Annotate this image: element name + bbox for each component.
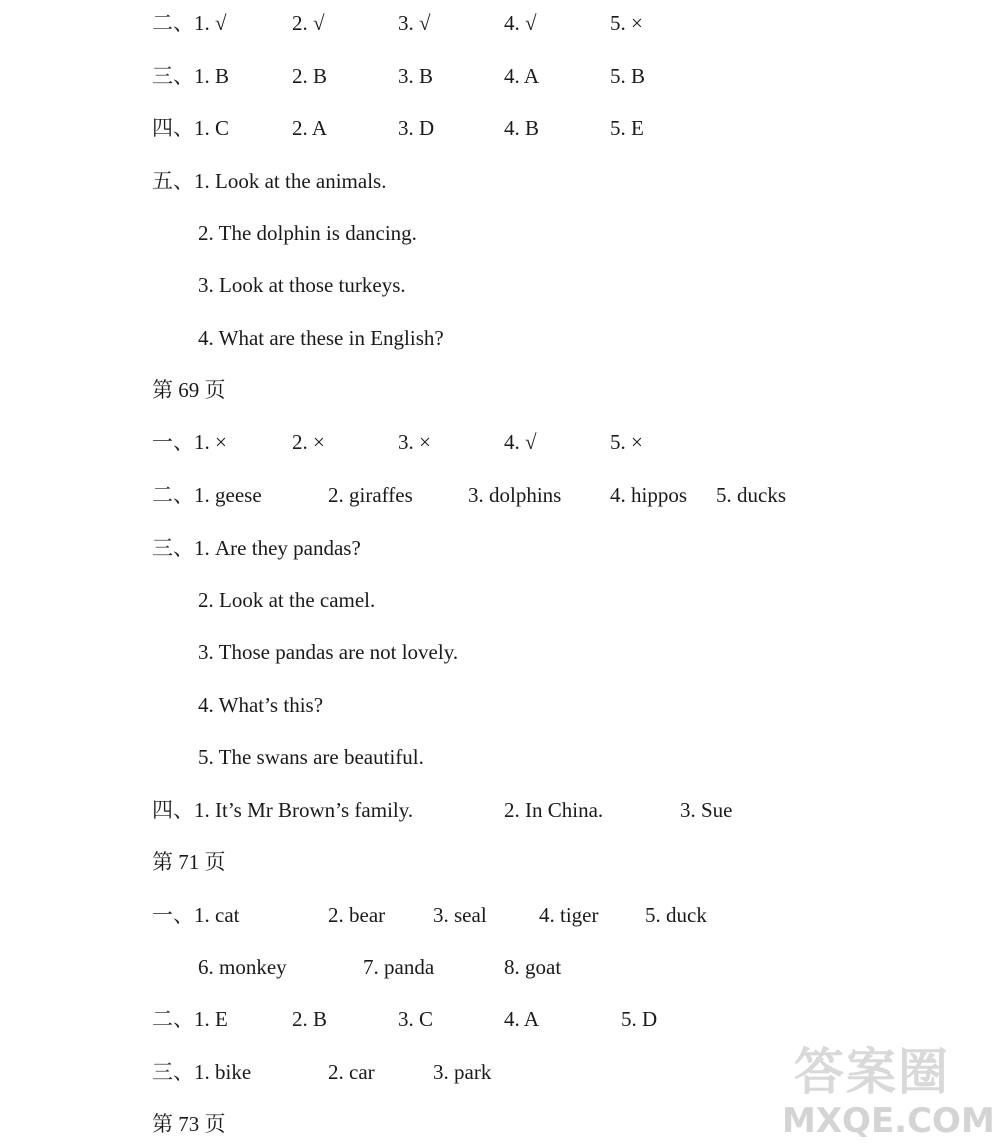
answer-text: 3. seal bbox=[433, 903, 487, 927]
answer-text: 4. hippos bbox=[610, 483, 688, 507]
answer-text: 4. B bbox=[504, 116, 540, 140]
answer-row bbox=[0, 318, 1000, 358]
answer-text: 第 71 页 bbox=[152, 850, 226, 874]
answer-row bbox=[0, 422, 1000, 462]
answer-text: 5. duck bbox=[645, 903, 707, 927]
answer-text: 4. tiger bbox=[539, 903, 599, 927]
answer-text: 2. car bbox=[328, 1060, 375, 1084]
answer-text: 2. × bbox=[292, 430, 325, 454]
answer-text: 二、1. geese bbox=[152, 483, 262, 507]
answer-text: 2. A bbox=[292, 116, 328, 140]
answer-row bbox=[0, 213, 1000, 253]
answer-row bbox=[0, 947, 1000, 987]
answer-text: 2. Look at the camel. bbox=[198, 588, 376, 612]
answer-text: 4. √ bbox=[504, 11, 537, 35]
answer-text: 3. Look at those turkeys. bbox=[198, 273, 406, 297]
answer-text: 第 69 页 bbox=[152, 378, 226, 402]
answer-text: 5. The swans are beautiful. bbox=[198, 745, 424, 769]
answer-text: 一、1. cat bbox=[152, 903, 240, 927]
answer-row bbox=[0, 528, 1000, 568]
answer-text: 3. park bbox=[433, 1060, 492, 1084]
answer-text: 五、1. Look at the animals. bbox=[152, 169, 387, 193]
answer-row bbox=[0, 632, 1000, 672]
answer-text: 三、1. Are they pandas? bbox=[152, 536, 361, 560]
answer-text: 四、1. It’s Mr Brown’s family. bbox=[152, 798, 414, 822]
answer-row bbox=[0, 370, 1000, 410]
answer-row bbox=[0, 3, 1000, 43]
answer-text: 4. What are these in English? bbox=[198, 326, 444, 350]
answer-text: 三、1. bike bbox=[152, 1060, 252, 1084]
answer-text: 4. What’s this? bbox=[198, 693, 324, 717]
answer-text: 二、1. E bbox=[152, 1007, 228, 1031]
answer-text: 5. ducks bbox=[716, 483, 786, 507]
answer-text: 2. In China. bbox=[504, 798, 604, 822]
answer-row bbox=[0, 685, 1000, 725]
answer-row bbox=[0, 790, 1000, 830]
answer-text: 第 73 页 bbox=[152, 1112, 226, 1136]
answer-row bbox=[0, 580, 1000, 620]
answer-text: 3. B bbox=[398, 64, 434, 88]
answer-text: 2. B bbox=[292, 64, 328, 88]
answer-text: 3. Sue bbox=[680, 798, 733, 822]
answer-row bbox=[0, 842, 1000, 882]
answer-text: 4. √ bbox=[504, 430, 537, 454]
answer-row bbox=[0, 265, 1000, 305]
answer-text: 3. C bbox=[398, 1007, 434, 1031]
answer-row bbox=[0, 56, 1000, 96]
answer-row bbox=[0, 895, 1000, 935]
answer-text: 三、1. B bbox=[152, 64, 230, 88]
answer-text: 3. dolphins bbox=[468, 483, 562, 507]
watermark-logo: 答案圈 bbox=[794, 1043, 950, 1101]
answer-text: 3. × bbox=[398, 430, 431, 454]
watermark bbox=[782, 1043, 995, 1141]
answer-row bbox=[0, 999, 1000, 1039]
answer-text: 2. The dolphin is dancing. bbox=[198, 221, 417, 245]
answer-row bbox=[0, 108, 1000, 148]
answer-text: 5. E bbox=[610, 116, 644, 140]
answer-text: 3. Those pandas are not lovely. bbox=[198, 640, 459, 664]
answer-text: 3. D bbox=[398, 116, 435, 140]
answer-text: 5. B bbox=[610, 64, 646, 88]
answer-text: 6. monkey bbox=[198, 955, 287, 979]
answer-row bbox=[0, 475, 1000, 515]
answer-text: 4. A bbox=[504, 64, 540, 88]
answer-text: 5. × bbox=[610, 430, 643, 454]
answer-row bbox=[0, 737, 1000, 777]
answer-row bbox=[0, 161, 1000, 201]
answer-text: 2. B bbox=[292, 1007, 328, 1031]
answer-text: 2. giraffes bbox=[328, 483, 413, 507]
answer-text: 2. √ bbox=[292, 11, 325, 35]
answer-text: 2. bear bbox=[328, 903, 386, 927]
answer-text: 8. goat bbox=[504, 955, 562, 979]
answer-text: 四、1. C bbox=[152, 116, 230, 140]
answer-text: 4. A bbox=[504, 1007, 540, 1031]
answer-text: 一、1. × bbox=[152, 430, 227, 454]
answer-text: 7. panda bbox=[363, 955, 435, 979]
answer-text: 3. √ bbox=[398, 11, 431, 35]
answer-text: 5. D bbox=[621, 1007, 658, 1031]
watermark-url: MXQE.COM bbox=[782, 1101, 995, 1141]
answer-text: 5. × bbox=[610, 11, 643, 35]
answer-text: 二、1. √ bbox=[152, 11, 227, 35]
